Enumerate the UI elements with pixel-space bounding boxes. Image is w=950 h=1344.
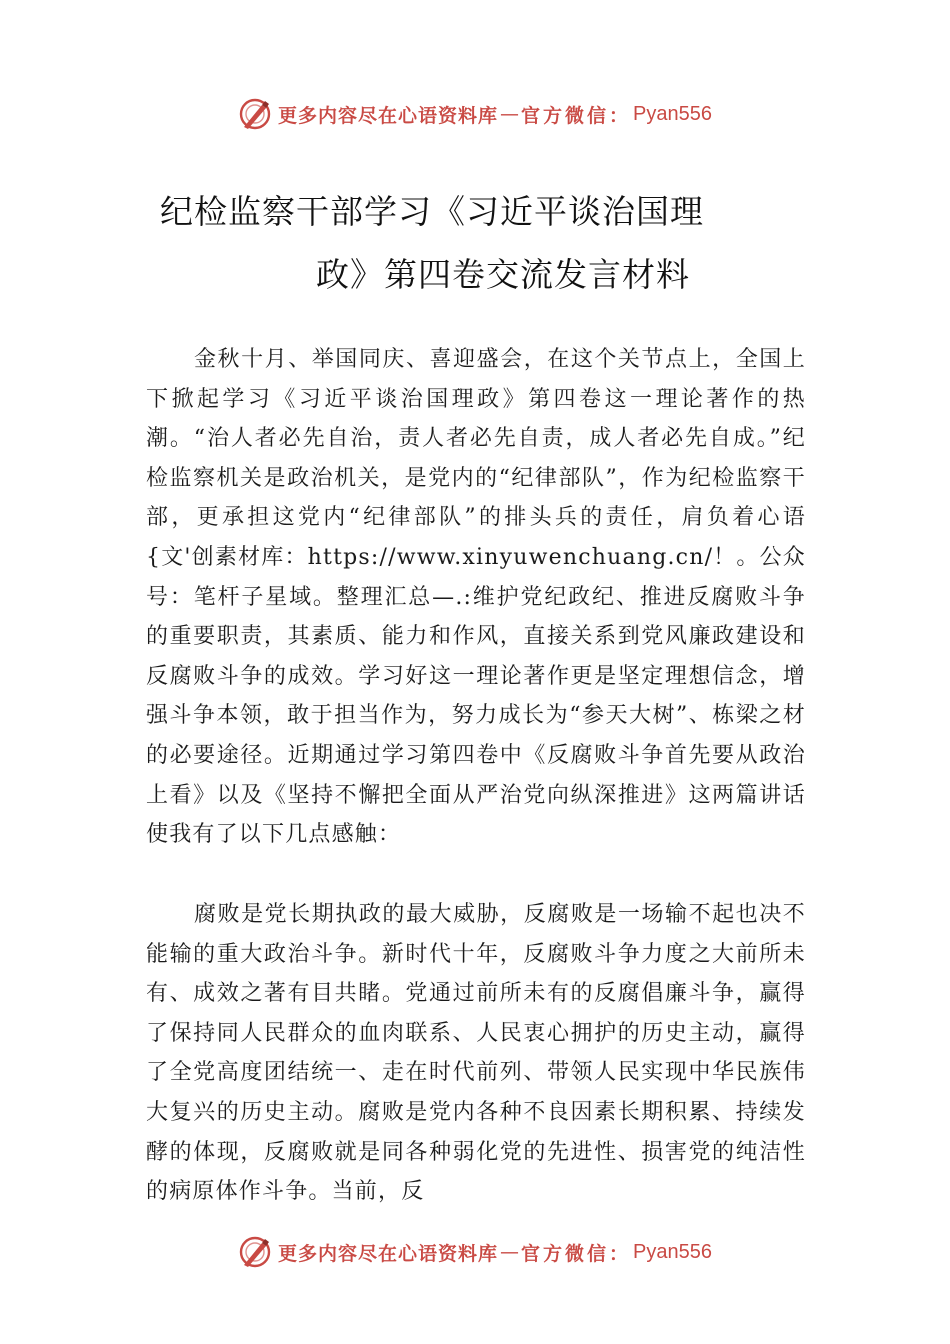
banner-label: 官方微信： — [521, 104, 632, 127]
banner-wechat-id: Pyan556 — [633, 102, 712, 125]
banner-label: 官方微信： — [521, 1242, 632, 1265]
document-title-line-1: 纪检监察干部学习《习近平谈治国理 — [160, 192, 704, 231]
document-title-line-2: 政》第四卷交流发言材料 — [316, 255, 690, 294]
footer-watermark-banner — [0, 1232, 950, 1272]
header-watermark-banner — [0, 94, 950, 134]
banner-dash: — — [500, 103, 520, 125]
banner-text: 更多内容尽在心语资料库 — [278, 104, 499, 127]
pen-circle-logo-icon — [238, 1235, 272, 1269]
banner-wechat-id: Pyan556 — [633, 1240, 712, 1263]
pen-circle-logo-icon — [238, 97, 272, 131]
body-paragraph: 腐败是党长期执政的最大威胁，反腐败是一场输不起也决不能输的重大政治斗争。新时代十年，反腐败斗争力度之大前所未有、成效之著有目共睹。党通过前所未有的反腐倡廉斗争，赢得了保持同人民群众的血肉联系、人民衷心拥护的历史主动，赢得了全党高度团结统一、走在时代前列、带领人民实现中华民族伟大复兴的历史主动。腐败是党内各种不良因素长期积累、持续发酵的体现，反腐败就是同各种弱化党的先进性、损害党的纯洁性的病原体作斗争。当前，反 — [146, 902, 806, 1205]
banner-dash: — — [500, 1241, 520, 1263]
banner-text: 更多内容尽在心语资料库 — [278, 1242, 499, 1265]
body-paragraph: 金秋十月、举国同庆、喜迎盛会，在这个关节点上，全国上下掀起学习《习近平谈治国理政》第四卷这一理论著作的热潮。“治人者必先自治，责人者必先自责，成人者必先自成。”纪检监察机关是政治机关，是党内的“纪律部队”，作为纪检监察干部，更承担这党内“纪律部队”的排头兵的责任，肩负着心语{文'创素材库：https://www.xinyuwenchuang.cn/！。公众号：笔杆子星域。整理汇总—.:维护党纪政纪、推进反腐败斗争的重要职责，其素质、能力和作风，直接关系到党风廉政建设和反腐败斗争的成效。学习好这一理论著作更是坚定理想信念，增强斗争本领，敢于担当作为，努力成长为“参天大树”、栋梁之材的必要途径。近期通过学习第四卷中《反腐败斗争首先要从政治上看》以及《坚持不懈把全面从严治党向纵深推进》这两篇讲话使我有了以下几点感触： — [146, 347, 806, 848]
